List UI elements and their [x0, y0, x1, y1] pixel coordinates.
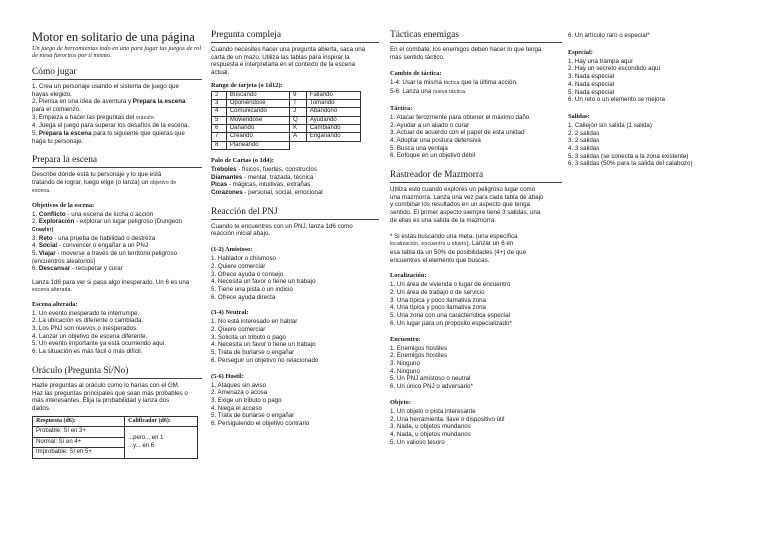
oracle-qualifier-cell: ...pero... en 1 ...y... en 6	[125, 427, 198, 459]
how-step-line: 3. Empieza a hacer las preguntas del oráculo.	[32, 113, 156, 121]
list-item: Diamantes - mental, trazada, técnica	[211, 173, 314, 181]
list-item: 1. No está interesado en hablar	[211, 318, 298, 326]
exits-list	[568, 122, 740, 168]
list-item: 5. Un valioso tesoro	[390, 438, 445, 446]
how-step-line: 4. Juega el juego para superar los desafíos de la escena.	[32, 122, 190, 130]
table-row: 7 Creando A Engañando	[212, 133, 361, 141]
column-4	[568, 32, 740, 168]
list-item: 6. Un único PNJ o adversario*	[390, 383, 473, 391]
how-step-line: haga tu personaje.	[32, 137, 84, 145]
list-item: Crawler)	[32, 226, 54, 233]
list-item: 5. Viajar - moverse a través de un territorio peligroso	[32, 250, 178, 258]
list-item: 5. Trata de burlarse o engañar	[211, 412, 295, 420]
list-item: 4. Nada, u objetos mundanos	[390, 430, 471, 438]
table-cell: Improbable: Sí en 5+	[33, 448, 125, 459]
list-item: 5. Busca una ventaja	[390, 144, 448, 152]
list-item: 5. Una zona con una característica especial	[390, 312, 511, 320]
d6-unexpected-text: Lanza 1d6 para ver si pasa algo inesperado. Un 6 es una escena alterada.	[32, 279, 190, 293]
list-item: 3. Actuar de acuerdo con el papel de esta unidad	[390, 129, 525, 137]
how-step-line: 5. Prepara la escena para lo siguiente que quieras que	[32, 130, 185, 138]
list-item: 5. Tiene una pista o un indicio	[211, 285, 293, 293]
list-item: 3. Nada especial	[568, 73, 615, 81]
list-item: 2. Quiere comerciar	[211, 326, 266, 334]
oracle-qualifier-header: Calificador (d6):	[125, 416, 198, 427]
scene-objectives-list	[32, 211, 202, 274]
list-item: 6. 3 salidas (50% para la salida del calabozo)	[568, 160, 693, 168]
complex-question-text: Cuando necesites hacer una pregunta abierta, saca una carta de un mazo. Utiliza las tablas para inspirar la respuesta e interpretarla en el contexto de la escena actual.	[211, 46, 366, 77]
card-rank-table	[211, 91, 361, 150]
list-item: 1. Callejón sin salida (1 salida)	[568, 121, 652, 129]
neutral-list	[211, 318, 379, 364]
special-list	[568, 58, 740, 104]
list-item: 6. Un artículo raro o especial*	[568, 32, 650, 39]
how-step-line: hayas elegido.	[32, 90, 72, 98]
list-item: 5. Trata de burlarse o engañar	[211, 349, 295, 357]
list-item: 5. Un evento importante ya está ocurriendo aquí.	[32, 340, 167, 348]
npc-reaction-heading: Reacción del PNJ	[211, 207, 379, 220]
list-item: 3. Los PNJ son nuevos o inesperados.	[32, 324, 138, 332]
column-3	[390, 30, 562, 446]
list-item: 4. Social - convencer o engañar a un PNJ	[32, 242, 148, 250]
friendly-list	[211, 255, 379, 301]
list-item: 1. Un objeto o pista interesante	[390, 407, 476, 415]
table-row: 3 Oponiéndose T Tomando	[212, 100, 361, 108]
npc-reaction-text: Cuando te encuentres con un PNJ, lanza 1d6 como reacción inicial abajo.	[211, 222, 353, 238]
table-row: 2 Buscando 9 Fallando	[212, 91, 361, 99]
list-item: 2. Una herramienta, llave o dispositivo útil	[390, 415, 505, 423]
table-cell: Probable: Sí en 3+	[33, 427, 125, 438]
list-item: 6. Perseguir un objetivo no relacionado	[211, 356, 319, 364]
list-item: 2. Exploración - explorar un lugar peligroso (Dungeon	[32, 218, 182, 226]
oracle-text: Hazle preguntas al oráculo como lo harías con el GM. Haz las preguntas principales que sean más probables o más interesantes. Elija la probabilidad y lanza dos dados.	[32, 381, 188, 412]
table-row: 6 Dañando K Cambiando	[212, 125, 361, 133]
location-list	[390, 281, 562, 327]
object-title: Objeto:	[390, 398, 411, 406]
list-item: (encuentros aleatorios)	[32, 257, 96, 265]
exits-title: Salidas:	[568, 112, 590, 120]
list-item: 6. Descansar - recuperar y curar	[32, 265, 123, 273]
tactic-list	[390, 114, 562, 160]
set-scene-intro: Describe dónde está tu personaje y lo que está tratando de lograr, luego elige (o lanza) un objetivo de escena.	[32, 171, 177, 194]
list-item: Picas - mágicas, intuitivas, extrañas	[211, 181, 311, 189]
list-item: 3. Solicita un tributo o pago	[211, 333, 286, 341]
list-item: 3. Ofrece ayuda o consejo	[211, 270, 284, 278]
table-row: 8 Planeando	[212, 141, 361, 149]
encounter-title: Encuentro:	[390, 335, 421, 343]
oracle-answer-header: Respuesta (d6):	[33, 416, 125, 427]
list-item: 4. Niega el acceso	[211, 404, 262, 412]
list-item: 4. Ninguno	[390, 367, 420, 375]
list-item: 6. La situación es más fácil o más difícil.	[32, 348, 143, 356]
object-list-continued	[568, 32, 740, 40]
how-to-play-steps	[32, 83, 202, 146]
list-item: 1. Conflicto - una escena de lucha o acción	[32, 210, 154, 218]
altered-scene-title: Escena alterada:	[32, 300, 78, 308]
list-item: 1. Enemigos hostiles	[390, 344, 448, 352]
list-item: 1-4: Usar la misma táctica que la última acción.	[390, 79, 518, 87]
enemy-tactics-text: En el combate, los enemigos deben hacer lo que tenga más sentido táctico.	[390, 46, 542, 61]
list-item: 3. 2 salidas	[568, 137, 600, 145]
list-item: 6. Ofrece ayuda directa	[211, 293, 276, 301]
list-item: 1. Atacar ferozmente para obtener el máximo daño	[390, 113, 530, 121]
list-item: 4. Una típica y poco llamativa zona	[390, 304, 486, 312]
list-item: 6. Persiguiendo el objetivo contrario	[211, 420, 310, 428]
list-item: 6. Enfoque en un objetivo débil	[390, 152, 475, 160]
list-item: 6. Un reto o un elemento se mejora	[568, 96, 665, 104]
column-1	[32, 30, 202, 459]
list-item: 1. Hablador o chismoso	[211, 255, 277, 263]
hostile-list	[211, 382, 379, 428]
oracle-table	[32, 416, 198, 459]
how-step-line: 2. Piensa en una idea de aventura y Prepara la escena	[32, 98, 186, 106]
object-list	[390, 408, 562, 447]
list-item: 1. Un evento inesperado te interrumpe.	[32, 309, 140, 317]
column-2	[211, 30, 379, 428]
neutral-title: (3-4) Neutral:	[211, 309, 249, 317]
list-item: 2. Ayudar a un aliado o curar	[390, 121, 470, 129]
goal-note: * Si estás buscando una meta, (una específica localización, encuentro u objeto), Lanzar un 6 en esa tabla da un 50% de posibilidades (4+) de que encuentres el elemento que buscas.	[390, 232, 527, 264]
table-row: 5 Moviéndose Q Ayudando	[212, 116, 361, 124]
list-item: 2. 2 salidas	[568, 129, 600, 137]
how-step-line: 1. Crea un personaje usando el sistema de juego que	[32, 82, 179, 90]
list-item: 6. Un lugar para un propósito especializado*	[390, 319, 512, 327]
list-item: 4. 3 salidas	[568, 145, 600, 153]
list-item: 2. Un área de trabajo o de servicio	[390, 289, 485, 297]
list-item: 5. Un PNJ amistoso o neutral	[390, 375, 471, 383]
list-item: 2. Enemigos hostiles	[390, 352, 448, 360]
complex-question-heading: Pregunta compleja	[211, 30, 379, 43]
how-to-play-heading: Cómo jugar	[32, 67, 202, 80]
list-item: 1. Un área de vivienda o lugar de encuentro	[390, 281, 511, 289]
list-item: 4. Necesita un favor o tiene un trabajo	[211, 341, 316, 349]
list-item: 4. Nada especial	[568, 80, 615, 88]
list-item: 2. Quiere comerciar	[211, 262, 266, 270]
list-item: 3. Una típica y poco llamativa zona	[390, 296, 486, 304]
dungeon-crawler-text: Utiliza esto cuando explores un peligroso lugar como una mazmorra. Lanza una vez para cada tabla de abajo y combinar los resultados en un aspecto que tenga sentido. El primer aspecto siempre tiene 3 salidas, una de ellas es una salida de la mazmorra.	[390, 186, 544, 224]
list-item: 1. Hay una trampa aquí	[568, 57, 633, 65]
altered-scene-list	[32, 310, 202, 356]
how-step-line: para el comienzo.	[32, 105, 81, 113]
dungeon-crawler-heading: Rastreador de Mazmorra	[390, 170, 562, 183]
list-item: 3. Nada, u objetos mundanos	[390, 423, 471, 431]
card-suit-list	[211, 166, 379, 197]
list-item: 5-6: Lanza una nueva táctica.	[390, 88, 467, 96]
set-scene-heading: Prepara la escena	[32, 155, 202, 168]
list-item: 4. Adoptar una postura defensiva	[390, 136, 481, 144]
tactic-change-title: Cambio de táctica:	[390, 70, 442, 78]
list-item: Tréboles - físicos, fuertes, constructos	[211, 165, 317, 173]
list-item: 3. Exige un tributo o pago	[211, 396, 282, 404]
table-cell: Normal: Sí en 4+	[33, 437, 125, 448]
list-item: 2. La ubicación es diferente o cambiada.	[32, 317, 144, 325]
list-item: 4. Lanzar un objetivo de escena diferente.	[32, 332, 148, 340]
tactic-change-list	[390, 79, 562, 96]
scene-objectives-title: Objetivos de la escena:	[32, 201, 95, 209]
location-title: Localización:	[390, 272, 427, 280]
friendly-title: (1-2) Amistoso:	[211, 246, 253, 254]
card-suit-title: Palo de Cartas (o 1d4):	[211, 156, 274, 164]
special-title: Especial:	[568, 48, 593, 56]
list-item: 5. 3 salidas (se conecta a la zona existente)	[568, 152, 689, 160]
encounter-list	[390, 345, 562, 391]
list-item: 1. Ataques sin aviso	[211, 381, 267, 389]
document-title: Motor en solitario de una página	[32, 30, 195, 44]
list-item: 3. Ninguno	[390, 359, 420, 367]
list-item: 2. Hay un secreto escondido aquí	[568, 65, 661, 73]
hostile-title: (5-6) Hostil:	[211, 372, 244, 380]
card-rank-title: Rango de tarjeta (o 1d12):	[211, 81, 283, 89]
table-row: 4 Comunicando J Abandono	[212, 108, 361, 116]
document-subtitle: Un juego de herramientas todo en uno para jugar tus juegos de rol de mesa favoritos por ti mismo.	[32, 45, 202, 60]
list-item: Corazones - personal, social, emocional	[211, 189, 323, 196]
list-item: 5. Nada especial	[568, 88, 615, 96]
list-item: 3. Reto - una prueba de habilidad o destreza	[32, 234, 156, 242]
enemy-tactics-heading: Tácticas enemigas	[390, 30, 562, 43]
tactic-title: Táctica:	[390, 104, 413, 112]
list-item: 4. Necesita un favor o tiene un trabajo	[211, 278, 316, 286]
list-item: 2. Amenaza o acosa	[211, 389, 268, 397]
oracle-heading: Oráculo (Pregunta Sí/No)	[32, 366, 202, 379]
